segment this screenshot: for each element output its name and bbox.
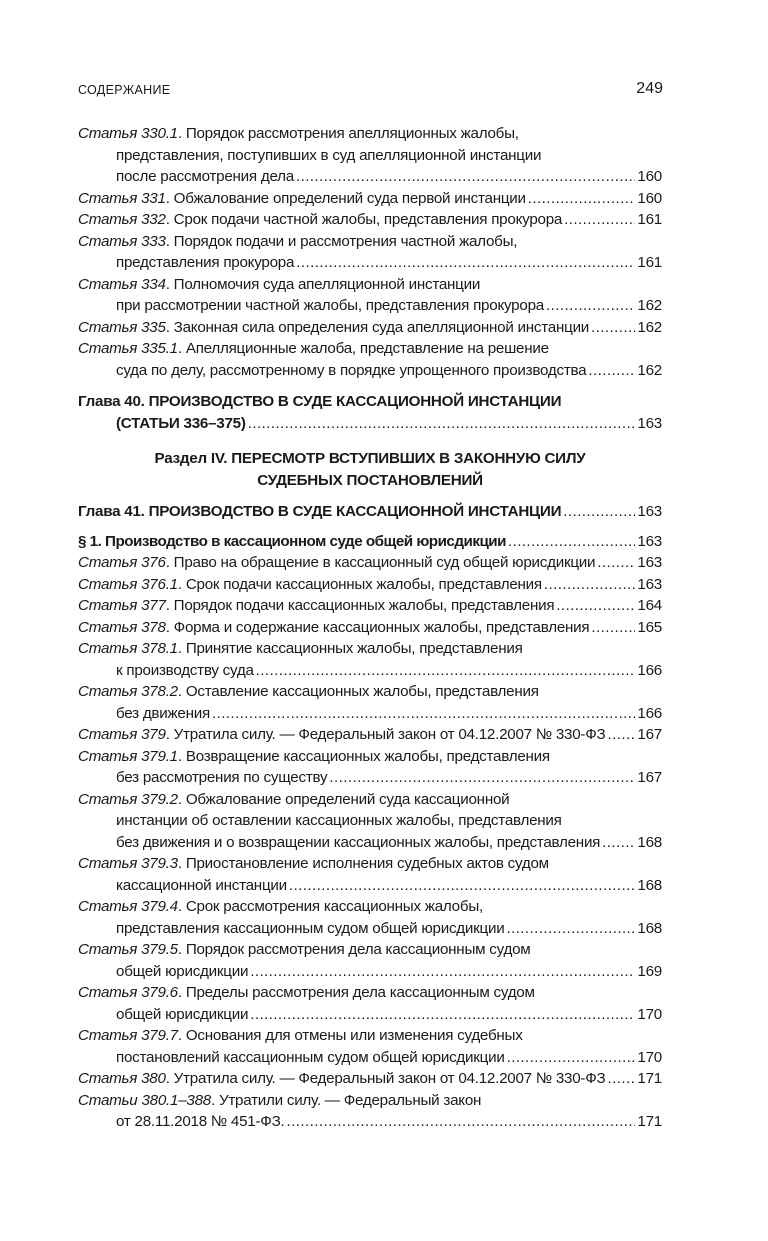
table-of-contents bbox=[78, 123, 662, 1133]
toc-page: 169 bbox=[637, 962, 662, 980]
toc-entry-380[interactable]: Статья 380 . Утратила силу. — Федеральный закон от 04.12.2007 № 330-ФЗ ..... 171 bbox=[78, 1068, 662, 1090]
toc-page: 161 bbox=[637, 254, 662, 271]
dot-leader bbox=[546, 295, 635, 317]
dot-leader bbox=[588, 360, 635, 382]
dot-leader bbox=[591, 317, 635, 339]
toc-chapter-40[interactable]: Глава 40. ПРОИЗВОДСТВО В СУДЕ КАССАЦИОННОЙ ИНСТАНЦИИ (СТАТЬИ 336–375) ..... 163 bbox=[78, 391, 662, 434]
dot-leader bbox=[597, 552, 635, 574]
toc-page: 163 bbox=[637, 554, 662, 571]
toc-page: 170 bbox=[637, 1048, 662, 1066]
dot-leader bbox=[287, 1111, 636, 1133]
toc-page: 167 bbox=[637, 726, 662, 743]
running-title: СОДЕРЖАНИЕ bbox=[78, 83, 171, 97]
toc-entry-380-1[interactable]: Статьи 380.1–388 . Утратили силу. — Федеральный закон от 28.11.2018 № 451-ФЗ. ..... 171 bbox=[78, 1090, 662, 1133]
toc-page: 168 bbox=[637, 876, 662, 894]
toc-page: 164 bbox=[637, 597, 662, 614]
toc-chapter-41[interactable]: Глава 41. ПРОИЗВОДСТВО В СУДЕ КАССАЦИОННОЙ ИНСТАНЦИИ ..... 163 bbox=[78, 501, 662, 523]
toc-paragraph-1[interactable]: § 1. Производство в кассационном суде общей юрисдикции ..... 163 bbox=[78, 531, 662, 553]
toc-entry-378-2[interactable]: Статья 378.2 . Оставление кассационных жалобы, представления без движения ..... 166 bbox=[78, 681, 662, 724]
toc-entry-379-4[interactable]: Статья 379.4 . Срок рассмотрения кассационных жалобы, представления кассационным судом общей юрисдикции ..... 168 bbox=[78, 896, 662, 939]
toc-entry-379-6[interactable]: Статья 379.6 . Пределы рассмотрения дела кассационным судом общей юрисдикции ..... 170 bbox=[78, 982, 662, 1025]
toc-page: 160 bbox=[637, 168, 662, 185]
toc-page: 166 bbox=[637, 704, 662, 722]
toc-page: 162 bbox=[637, 318, 662, 336]
toc-entry-332[interactable]: Статья 332 . Срок подачи частной жалобы, представления прокурора ..... 161 bbox=[78, 209, 662, 231]
dot-leader bbox=[544, 574, 636, 596]
toc-page: 167 bbox=[637, 769, 662, 786]
dot-leader bbox=[296, 166, 635, 188]
dot-leader bbox=[506, 918, 635, 940]
toc-page: 168 bbox=[637, 919, 662, 937]
toc-page: 162 bbox=[637, 361, 662, 379]
dot-leader bbox=[607, 1068, 635, 1090]
toc-entry-379-5[interactable]: Статья 379.5 . Порядок рассмотрения дела кассационным судом общей юрисдикции ..... 169 bbox=[78, 939, 662, 982]
dot-leader bbox=[329, 767, 635, 789]
dot-leader bbox=[508, 531, 635, 553]
toc-page: 160 bbox=[637, 189, 662, 207]
dot-leader bbox=[212, 703, 635, 725]
toc-page: 163 bbox=[637, 414, 662, 432]
page-number: 249 bbox=[636, 80, 663, 97]
toc-entry-378-1[interactable]: Статья 378.1 . Принятие кассационных жалобы, представления к производству суда ..... 166 bbox=[78, 638, 662, 681]
toc-entry-379-1[interactable]: Статья 379.1 . Возвращение кассационных жалобы, представления без рассмотрения по существу ..... 167 bbox=[78, 746, 662, 789]
section-heading: Раздел IV. ПЕРЕСМОТР ВСТУПИВШИХ В ЗАКОННУЮ СИЛУ СУДЕБНЫХ ПОСТАНОВЛЕНИЙ bbox=[154, 450, 586, 489]
toc-entry-379-2[interactable]: Статья 379.2 . Обжалование определений суда кассационной инстанции об оставлении кассационных жалобы, представления без движения и о возвращении кассационных жалобы, представления ..... 168 bbox=[78, 789, 662, 854]
toc-entry-335[interactable]: Статья 335 . Законная сила определения суда апелляционной инстанции ..... 162 bbox=[78, 317, 662, 339]
dot-leader bbox=[296, 252, 635, 274]
dot-leader bbox=[250, 961, 635, 983]
toc-page: 163 bbox=[637, 532, 662, 550]
toc-page: 168 bbox=[637, 833, 662, 851]
dot-leader bbox=[289, 875, 636, 897]
toc-entry-377[interactable]: Статья 377 . Порядок подачи кассационных жалобы, представления ..... 164 bbox=[78, 595, 662, 617]
toc-entry-335-1[interactable]: Статья 335.1 . Апелляционные жалоба, представление на решение суда по делу, рассмотренному в порядке упрощенного производства ..... 162 bbox=[78, 338, 662, 381]
toc-page: 171 bbox=[637, 1070, 662, 1087]
toc-page: 165 bbox=[637, 618, 662, 636]
toc-page: 166 bbox=[637, 661, 662, 679]
dot-leader bbox=[564, 209, 635, 231]
toc-entry-331[interactable]: Статья 331 . Обжалование определений суда первой инстанции ..... 160 bbox=[78, 188, 662, 210]
toc-entry-333[interactable]: Статья 333 . Порядок подачи и рассмотрения частной жалобы, представления прокурора ..... 161 bbox=[78, 231, 662, 274]
toc-entry-376[interactable]: Статья 376 . Право на обращение в кассационный суд общей юрисдикции ..... 163 bbox=[78, 552, 662, 574]
toc-entry-376-1[interactable]: Статья 376.1 . Срок подачи кассационных жалобы, представления ..... 163 bbox=[78, 574, 662, 596]
toc-entry-379-3[interactable]: Статья 379.3 . Приостановление исполнения судебных актов судом кассационной инстанции ..... 168 bbox=[78, 853, 662, 896]
dot-leader bbox=[528, 188, 636, 210]
toc-page: 170 bbox=[637, 1005, 662, 1023]
page-header bbox=[78, 80, 663, 102]
dot-leader bbox=[602, 832, 635, 854]
toc-page: 171 bbox=[637, 1113, 662, 1130]
dot-leader bbox=[563, 501, 635, 523]
dot-leader bbox=[591, 617, 635, 639]
dot-leader bbox=[607, 724, 635, 746]
toc-entry-334[interactable]: Статья 334 . Полномочия суда апелляционной инстанции при рассмотрении частной жалобы, представления прокурора ..... 162 bbox=[78, 274, 662, 317]
toc-entry-378[interactable]: Статья 378 . Форма и содержание кассационных жалобы, представления ..... 165 bbox=[78, 617, 662, 639]
toc-page: 161 bbox=[637, 211, 662, 228]
toc-page: 163 bbox=[637, 575, 662, 593]
dot-leader bbox=[248, 413, 636, 435]
toc-page: 163 bbox=[637, 503, 662, 520]
dot-leader bbox=[507, 1047, 636, 1069]
dot-leader bbox=[250, 1004, 635, 1026]
toc-entry-379-7[interactable]: Статья 379.7 . Основания для отмены или изменения судебных постановлений кассационным судом общей юрисдикции ..... 170 bbox=[78, 1025, 662, 1068]
dot-leader bbox=[556, 595, 635, 617]
toc-entry-379[interactable]: Статья 379 . Утратила силу. — Федеральный закон от 04.12.2007 № 330-ФЗ ..... 167 bbox=[78, 724, 662, 746]
toc-page: 162 bbox=[637, 297, 662, 314]
toc-entry-330-1[interactable]: Статья 330.1 . Порядок рассмотрения апелляционных жалобы, представления, поступивших в суд апелляционной инстанции после рассмотрения дела ..... 160 bbox=[78, 123, 662, 188]
dot-leader bbox=[256, 660, 636, 682]
